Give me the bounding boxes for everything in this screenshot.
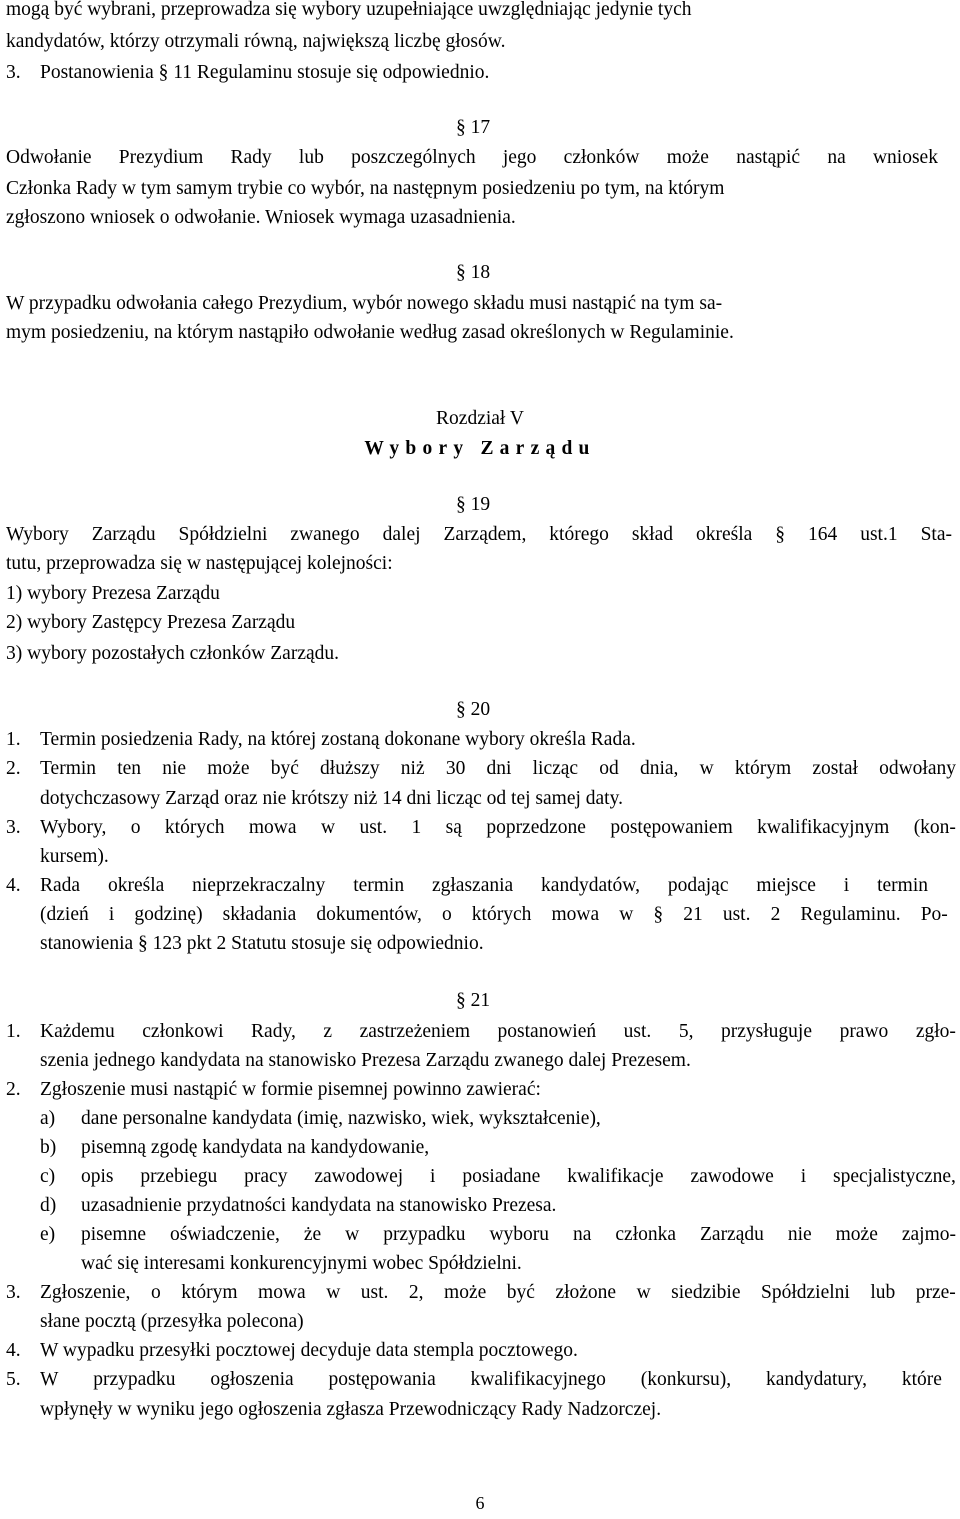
word: zgło-: [915, 1021, 956, 1042]
item-number: 5.: [6, 1369, 21, 1390]
sub-item-text: [81, 1225, 956, 1245]
word: nastąpić: [736, 147, 801, 168]
word: składania: [222, 904, 297, 925]
sub-item-letter: e): [40, 1224, 56, 1245]
word: ten: [117, 758, 142, 779]
item-text: szenia jednego kandydata na stanowisko Prezesa Zarządu zwanego dalej Prezesem.: [40, 1050, 691, 1071]
word: w: [345, 1224, 360, 1245]
word: specjalistyczne,: [833, 1166, 956, 1187]
paragraph-line: Członka Rady w tym samym trybie co wybór, na następnym posiedzeniu po tym, na którym: [6, 178, 725, 199]
word: kwalifikacyjnym: [757, 817, 890, 838]
word: siedzibie: [671, 1282, 741, 1303]
word: Każdemu: [40, 1021, 115, 1042]
word: zawodowej: [314, 1166, 404, 1187]
sub-item-text: wać się interesami konkurencyjnymi wobec Spółdzielni.: [81, 1253, 522, 1274]
item-text: [40, 876, 928, 896]
sub-item-text: [81, 1167, 956, 1187]
item-text: dotychczasowy Zarząd oraz nie krótszy niż 14 dni licząc od tej samej daty.: [40, 788, 623, 809]
word: jego: [502, 147, 537, 168]
item-text: Postanowienia § 11 Regulaminu stosuje się odpowiednio.: [40, 62, 490, 83]
item-text: [40, 818, 956, 838]
top-text-line: kandydatów, którzy otrzymali równą, największą liczbę głosów.: [6, 31, 506, 52]
word: wniosek: [872, 147, 938, 168]
word: którego: [549, 524, 609, 545]
word: na: [573, 1224, 592, 1245]
word: dokumentów,: [316, 904, 422, 925]
item-number: 4.: [6, 1340, 21, 1361]
word: którym: [734, 758, 792, 779]
word: że: [303, 1224, 322, 1245]
item-text: Zgłoszenie musi nastąpić w formie pisemnej powinno zawierać:: [40, 1079, 541, 1100]
word: ust.1: [860, 524, 898, 545]
sub-item-letter: d): [40, 1195, 57, 1216]
word: złożone: [555, 1282, 617, 1303]
word: mowa: [258, 1282, 306, 1303]
word: ust.: [722, 904, 751, 925]
word: postanowień: [497, 1021, 597, 1042]
word: o: [441, 904, 452, 925]
word: lub: [870, 1282, 896, 1303]
section-heading: § 21: [456, 990, 491, 1011]
word: miejsce: [756, 875, 816, 896]
word: Zarządem,: [443, 524, 527, 545]
item-number: 1.: [6, 729, 21, 750]
word: został: [812, 758, 858, 779]
word: pisemne: [81, 1224, 146, 1245]
word: może: [207, 758, 250, 779]
item-text: stanowienia § 123 pkt 2 Statutu stosuje się odpowiednio.: [40, 933, 484, 954]
paragraph-line: [6, 525, 952, 545]
section-heading: § 20: [456, 699, 491, 720]
word: poszczególnych: [351, 147, 476, 168]
word: oświadczenie,: [169, 1224, 280, 1245]
word: z: [323, 1021, 333, 1042]
chapter-number: Rozdział V: [436, 408, 524, 429]
word: poprzedzone: [486, 817, 586, 838]
word: Regulaminu.: [800, 904, 901, 925]
word: kwalifikacje: [567, 1166, 664, 1187]
word: Zarządu: [700, 1224, 764, 1245]
word: przypadku: [93, 1369, 176, 1390]
word: nieprzekraczalny: [192, 875, 326, 896]
word: §: [653, 904, 664, 925]
section-heading: § 18: [456, 262, 491, 283]
word: postępowania: [328, 1369, 436, 1390]
word: 164: [807, 524, 838, 545]
word: o: [150, 1282, 161, 1303]
word: w: [326, 1282, 341, 1303]
word: pracy: [244, 1166, 288, 1187]
item-number: 4.: [6, 875, 21, 896]
word: ogłoszenia: [210, 1369, 294, 1390]
item-text: [40, 1022, 956, 1042]
word: nie: [162, 758, 187, 779]
word: członków: [563, 147, 640, 168]
word: godzinę): [134, 904, 203, 925]
word: termin: [877, 875, 928, 896]
word: Odwołanie: [6, 147, 92, 168]
word: zajmo-: [901, 1224, 956, 1245]
word: Rada: [40, 875, 81, 896]
list-item: 3) wybory pozostałych członków Zarządu.: [6, 643, 340, 664]
word: ust.: [359, 817, 388, 838]
word: przebiegu: [140, 1166, 218, 1187]
word: (kon-: [913, 817, 956, 838]
word: przysługuje: [721, 1021, 813, 1042]
word: zawodowe: [690, 1166, 774, 1187]
word: Spółdzielni: [760, 1282, 850, 1303]
word: Prezydium: [118, 147, 204, 168]
item-text: [40, 905, 948, 925]
word: w: [699, 758, 714, 779]
word: termin: [353, 875, 405, 896]
word: członkowi: [142, 1021, 224, 1042]
word: §: [775, 524, 786, 545]
word: dłuższy: [320, 758, 380, 779]
sub-item-letter: b): [40, 1137, 57, 1158]
section-heading: § 17: [456, 117, 491, 138]
word: 2: [770, 904, 781, 925]
paragraph-line: [6, 148, 938, 168]
sub-item-text: pisemną zgodę kandydata na kandydowanie,: [81, 1137, 430, 1158]
word: nie: [787, 1224, 812, 1245]
word: dni: [486, 758, 512, 779]
word: być: [506, 1282, 535, 1303]
word: wyboru: [489, 1224, 550, 1245]
word: Zgłoszenie,: [40, 1282, 131, 1303]
word: 30: [445, 758, 466, 779]
word: dalej: [382, 524, 421, 545]
word: którym: [181, 1282, 238, 1303]
item-number: 1.: [6, 1021, 21, 1042]
word: Wybory,: [40, 817, 107, 838]
word: w: [320, 817, 336, 838]
section-heading: § 19: [456, 494, 491, 515]
word: może: [444, 1282, 487, 1303]
word: może: [666, 147, 709, 168]
word: Po-: [920, 904, 948, 925]
word: Rady,: [251, 1021, 296, 1042]
word: Spółdzielni: [178, 524, 268, 545]
word: może: [835, 1224, 878, 1245]
item-number: 3.: [6, 817, 21, 838]
word: w: [636, 1282, 651, 1303]
word: określa: [695, 524, 753, 545]
word: są: [445, 817, 462, 838]
word: Termin: [40, 758, 97, 779]
word: opis: [81, 1166, 114, 1187]
word: członka: [615, 1224, 677, 1245]
word: być: [270, 758, 299, 779]
paragraph-line: mym posiedzeniu, na którym nastąpiło odwołanie według zasad określonych w Regulaminie.: [6, 322, 734, 343]
item-text: kursem).: [40, 846, 109, 867]
paragraph-line: zgłoszono wniosek o odwołanie. Wniosek wymaga uzasadnienia.: [6, 207, 516, 228]
word: prawo: [839, 1021, 889, 1042]
word: o: [130, 817, 141, 838]
word: przypadku: [383, 1224, 466, 1245]
word: Zarządu: [91, 524, 156, 545]
item-number: 3.: [6, 1282, 21, 1303]
word: których: [471, 904, 532, 925]
sub-item-letter: c): [40, 1166, 56, 1187]
item-text: wpłynęły w wyniku jego ogłoszenia zgłasza Przewodniczący Rady Nadzorczej.: [40, 1399, 662, 1420]
word: 2,: [408, 1282, 424, 1303]
item-text: Termin posiedzenia Rady, na której zostaną dokonane wybory określa Rada.: [40, 729, 636, 750]
word: które: [901, 1369, 942, 1390]
word: na: [827, 147, 846, 168]
word: W: [40, 1369, 59, 1390]
sub-item-text: uzasadnienie przydatności kandydata na stanowisko Prezesa.: [81, 1195, 557, 1216]
word: których: [164, 817, 225, 838]
word: zgłaszania: [431, 875, 514, 896]
word: od: [599, 758, 619, 779]
word: kwalifikacyjnego: [470, 1369, 606, 1390]
word: ust.: [360, 1282, 389, 1303]
item-text: [40, 1283, 956, 1303]
word: skład: [631, 524, 674, 545]
word: i: [108, 904, 115, 925]
word: (konkursu),: [640, 1369, 732, 1390]
word: Sta-: [920, 524, 952, 545]
word: w: [619, 904, 634, 925]
word: i: [800, 1166, 807, 1187]
word: lub: [298, 147, 324, 168]
item-number: 3.: [6, 62, 21, 83]
top-text-line: mogą być wybrani, przeprowadza się wybory uzupełniające uwzględniając jedynie tych: [6, 0, 692, 20]
item-number: 2.: [6, 1079, 21, 1100]
word: prze-: [915, 1282, 956, 1303]
word: postępowaniem: [610, 817, 733, 838]
word: (dzień: [40, 904, 89, 925]
paragraph-line: tutu, przeprowadza się w następującej kolejności:: [6, 553, 393, 574]
word: dnia,: [639, 758, 679, 779]
item-text: W wypadku przesyłki pocztowej decyduje data stempla pocztowego.: [40, 1340, 578, 1361]
word: i: [430, 1166, 436, 1187]
sub-item-text: dane personalne kandydata (imię, nazwisko, wiek, wykształcenie),: [81, 1108, 601, 1129]
word: niż: [400, 758, 425, 779]
word: i: [843, 875, 850, 896]
word: Wybory: [6, 524, 69, 545]
word: kandydatów,: [541, 875, 640, 896]
item-text: słane pocztą (przesyłka polecona): [40, 1311, 304, 1332]
paragraph-line: W przypadku odwołania całego Prezydium, wybór nowego składu musi nastąpić na tym sa-: [6, 293, 723, 314]
word: 5,: [678, 1021, 694, 1042]
chapter-title: Wybory Zarządu: [364, 438, 596, 459]
item-number: 2.: [6, 758, 21, 779]
list-item: 2) wybory Zastępcy Prezesa Zarządu: [6, 612, 296, 633]
word: ust.: [623, 1021, 652, 1042]
word: 21: [683, 904, 703, 925]
word: odwołany: [879, 758, 956, 779]
list-item: 1) wybory Prezesa Zarządu: [6, 583, 220, 604]
word: mowa: [551, 904, 600, 925]
word: Rady: [230, 147, 272, 168]
sub-item-letter: a): [40, 1108, 56, 1129]
word: posiadane: [462, 1166, 541, 1187]
word: podając: [667, 875, 729, 896]
word: kandydatury,: [765, 1369, 868, 1390]
page-number: 6: [475, 1493, 485, 1513]
item-text: [40, 1370, 942, 1390]
word: 1: [411, 817, 422, 838]
item-text: [40, 759, 956, 779]
word: licząc: [532, 758, 579, 779]
word: mowa: [248, 817, 297, 838]
word: określa: [107, 875, 165, 896]
word: zastrzeżeniem: [359, 1021, 470, 1042]
word: zwanego: [290, 524, 360, 545]
